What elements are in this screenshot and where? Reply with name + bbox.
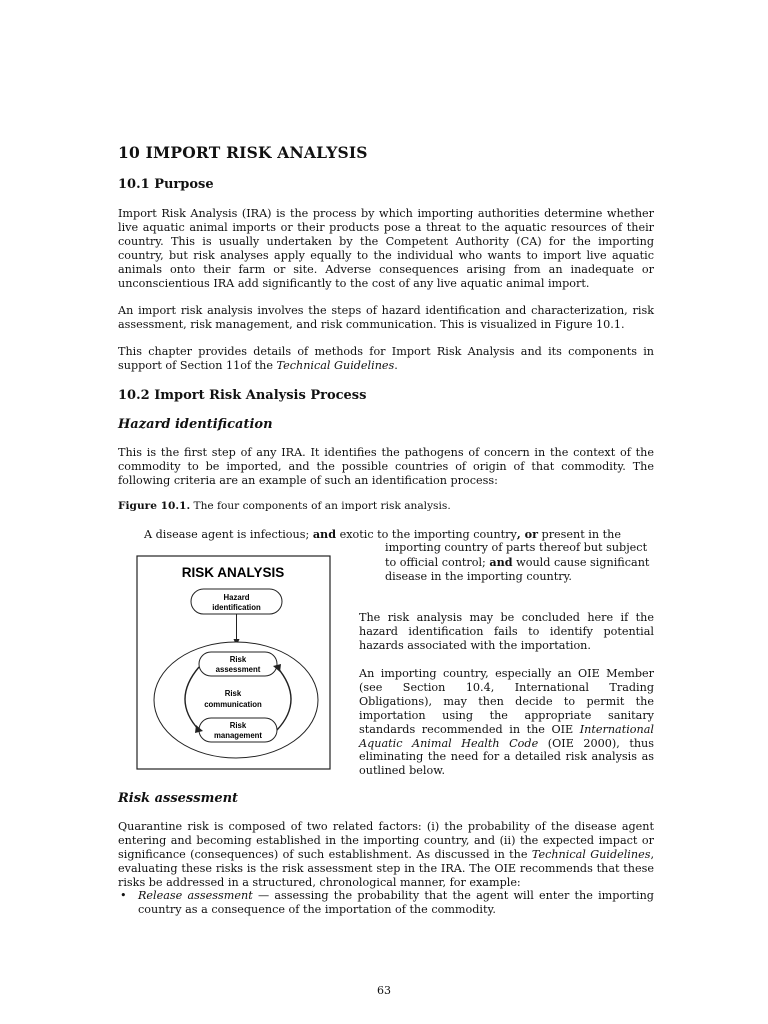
hazard-paragraph: This is the first step of any IRA. It identifies the pathogens of concern in the context of the commodity to be imported, and the possible countries of origin of that commodity. The following criteria are an example of such an identification process: [118,446,654,487]
ra-text-a: Quarantine risk is composed of two related factors: (i) the probability of the disease agent entering and becoming established in the importing country, and (ii) the expected impact or significance (consequences) of such establishment. As discussed in the [118,820,654,861]
assessment-label-2: assessment [215,665,261,674]
oie-text-a: An importing country, especially an OIE Member (see Section 10.4, International Trading Obligations), may then decide to permit the importation using the appropriate sanitary standards recommended in the OIE [359,667,654,736]
communication-label-1: Risk [224,689,242,698]
bullet-release-assessment [118,889,654,917]
management-label-1: Risk [229,721,247,730]
diagram-title: RISK ANALYSIS [181,565,285,580]
para3-text: This chapter provides details of methods for Import Risk Analysis and its components in support of Section 11of the [118,345,654,372]
bullet-emphasis: Release assessment [138,889,253,902]
figure-label: Figure 10.1. [118,500,191,512]
chapter-heading: 10 IMPORT RISK ANALYSIS [118,143,368,162]
criteria-b: exotic to the importing country [336,528,517,541]
subsection-title-hazard: Hazard identification [118,417,273,432]
figure-caption-text: The four components of an import risk analysis. [190,500,451,512]
bullet-text [118,889,654,917]
assessment-label-1: Risk [229,655,247,664]
purpose-paragraph-2: An import risk analysis involves the steps of hazard identification and characterization, risk assessment, risk management, and risk communication. This is visualized in Figure 10.1. [118,304,654,331]
section-title-purpose: 10.1 Purpose [118,177,214,192]
criteria-c: present in the [537,528,621,541]
criteria-line-1 [144,527,654,542]
oie-paragraph [359,667,654,778]
bullet-body: — assessing the probability that the agent will enter the importing country as a consequence of the importation of the commodity. [138,889,654,916]
oie-text-b: (OIE 2000), thus eliminating the need for a detailed risk analysis as outlined below. [359,736,654,778]
para3-emphasis: Technical Guidelines [276,358,395,372]
criteria-e: would cause significant disease in the importing country. [385,556,650,583]
management-label-2: management [213,731,263,740]
criteria-and-1: and [312,527,337,541]
subsection-title-risk-assessment: Risk assessment [118,791,239,806]
ra-emphasis: Technical Guidelines [531,847,651,861]
purpose-paragraph-1: Import Risk Analysis (IRA) is the process by which importing authorities determine whether live aquatic animal imports or their products pose a threat to the aquatic resources of their country. This is usually undertaken by the Competent Authority (CA) for the importing country, but risk analyses apply equally to the individual who wants to import live aquatic animals onto their farm or site. Adverse consequences arising from an inadequate or unconscientious IRA add significantly to the cost of any live aquatic animal import. [118,207,654,290]
criteria-d: importing country of parts thereof but subject to official control; [385,541,648,569]
communication-label-2: communication [204,700,262,709]
risk-analysis-diagram [136,555,331,770]
criteria-or: , or [516,527,538,541]
page-number: 63 [377,984,391,997]
bullet-dot: • [120,889,127,902]
purpose-paragraph-3 [118,345,654,373]
oie-code-title: International Aquatic Animal Health Code [359,722,654,750]
criteria-and-2: and [489,555,513,569]
para3-end: . [394,358,398,372]
ra-text-b: , evaluating these risks is the risk assessment step in the IRA. The OIE recommends that these risks be addressed in a structured, chronological manner, for example: [118,847,655,889]
figure-caption [118,500,451,512]
risk-assessment-paragraph [118,820,654,890]
hazard-label-2: identification [212,603,261,612]
criteria-a: A disease agent is infectious; [144,528,313,541]
section-title-process: 10.2 Import Risk Analysis Process [118,388,367,403]
concluded-paragraph: The risk analysis may be concluded here if the hazard identification fails to identify potential hazards associated with the importation. [359,611,654,652]
criteria-continued [385,541,654,584]
hazard-label-1: Hazard [223,593,250,602]
